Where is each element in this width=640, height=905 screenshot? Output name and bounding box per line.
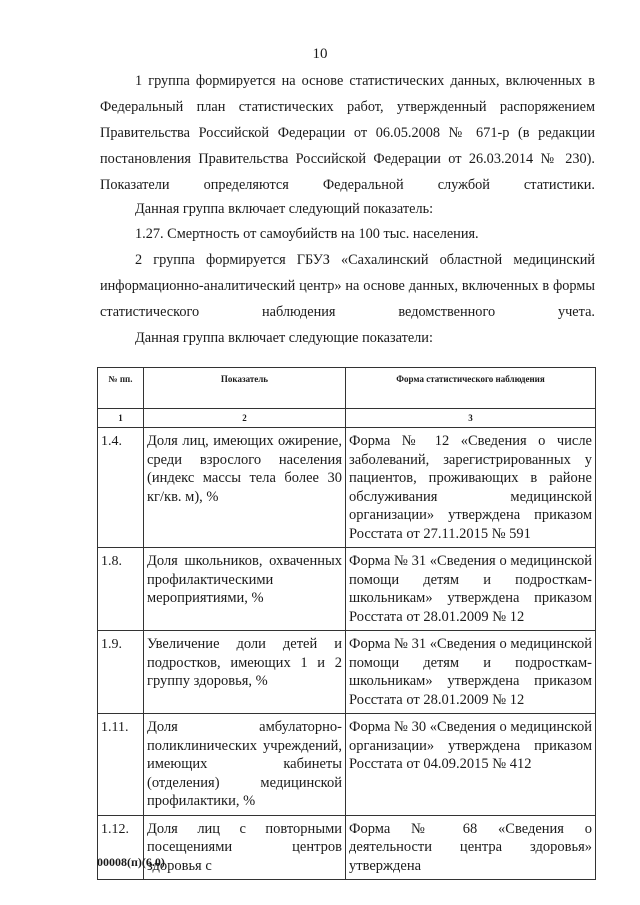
paragraph-group2: 2 группа формируется ГБУЗ «Сахалинский областной медицинский информационно-аналитический центр» на основе данных, включенных в формы статистического наблюдения ведомственного учета. bbox=[100, 252, 595, 320]
column-number: 1 bbox=[98, 409, 144, 428]
row-number: 1.11. bbox=[98, 714, 144, 816]
table-row bbox=[98, 428, 596, 548]
row-indicator: Доля школьников, охваченных профилактическими мероприятиями, % bbox=[144, 548, 346, 631]
column-number: 3 bbox=[346, 409, 596, 428]
column-number: 2 bbox=[144, 409, 346, 428]
indicators-table bbox=[97, 367, 596, 880]
page-number: 10 bbox=[312, 46, 328, 62]
paragraph-group1-intro: Данная группа включает следующий показатель: bbox=[135, 201, 434, 217]
row-form: Форма № 30 «Сведения о медицинской организации» утверждена приказом Росстата от 04.09.2015 № 412 bbox=[346, 714, 596, 816]
row-form: Форма № 31 «Сведения о медицинской помощи детям и подросткам-школьникам» утверждена приказом Росстата от 28.01.2009 № 12 bbox=[346, 631, 596, 714]
row-number: 1.12. bbox=[98, 815, 144, 880]
row-indicator: Доля лиц, имеющих ожирение, среди взрослого населения (индекс массы тела более 30 кг/кв. м), % bbox=[144, 428, 346, 548]
column-numbers-row bbox=[98, 409, 596, 428]
table-row bbox=[98, 631, 596, 714]
row-indicator: Доля амбулаторно-поликлинических учреждений, имеющих кабинеты (отделения) медицинской профилактики, % bbox=[144, 714, 346, 816]
table-row bbox=[98, 548, 596, 631]
row-number: 1.9. bbox=[98, 631, 144, 714]
paragraph-group1: 1 группа формируется на основе статистических данных, включенных в Федеральный план статистических работ, утвержденный распоряжением Правительства Российской Федерации от 06.05.2008 № 671-р (в редакции постановления Правительства Российской Федерации от 26.03.2014 № 230). Показатели определяются Федеральной службой статистики. bbox=[100, 73, 595, 193]
row-number: 1.8. bbox=[98, 548, 144, 631]
document-code: 00008(п)(6.0) bbox=[97, 855, 165, 869]
row-form: Форма № 12 «Сведения о числе заболеваний, зарегистрированных у пациентов, проживающих в районе обслуживания медицинской организации» утверждена приказом Росстата от 27.11.2015 № 591 bbox=[346, 428, 596, 548]
row-form: Форма № 68 «Сведения о деятельности центра здоровья» утверждена bbox=[346, 815, 596, 880]
header-form: Форма статистического наблюдения bbox=[346, 368, 596, 409]
header-number: № пп. bbox=[98, 368, 144, 409]
row-number: 1.4. bbox=[98, 428, 144, 548]
table-row bbox=[98, 714, 596, 816]
table-row bbox=[98, 815, 596, 880]
row-form: Форма № 31 «Сведения о медицинской помощи детям и подросткам-школьникам» утверждена приказом Росстата от 28.01.2009 № 12 bbox=[346, 548, 596, 631]
paragraph-indicator-1-27: 1.27. Смертность от самоубийств на 100 тыс. населения. bbox=[135, 226, 479, 242]
table-header-row bbox=[98, 368, 596, 409]
row-indicator: Увеличение доли детей и подростков, имеющих 1 и 2 группу здоровья, % bbox=[144, 631, 346, 714]
paragraph-group2-intro: Данная группа включает следующие показатели: bbox=[135, 330, 433, 346]
header-indicator: Показатель bbox=[144, 368, 346, 409]
row-indicator: Доля лиц с повторными посещениями центров здоровья с bbox=[144, 815, 346, 880]
